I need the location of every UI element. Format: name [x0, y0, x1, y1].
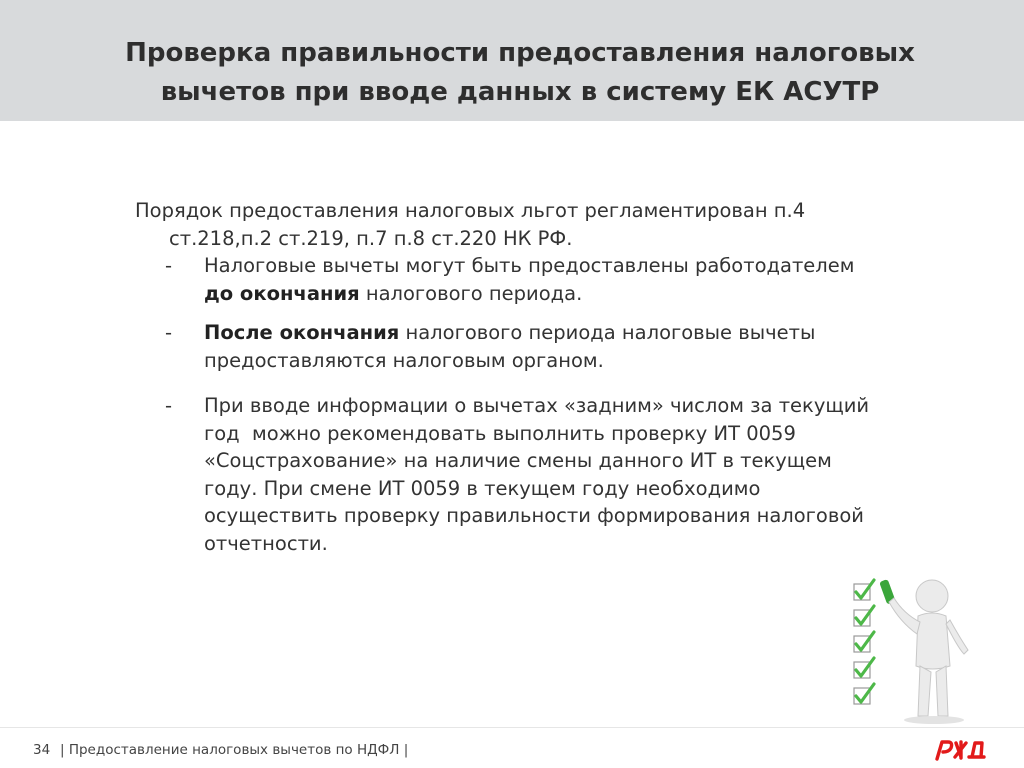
- checkbox-3: [854, 632, 874, 652]
- rzd-logo-icon: [932, 738, 990, 762]
- checkbox-1: [854, 580, 874, 600]
- bullet-2-line-2: предоставляются налоговым органом.: [204, 348, 604, 372]
- slide-title: [30, 34, 1010, 112]
- bullet-dash: -: [165, 254, 173, 277]
- checkbox-2: [854, 606, 874, 626]
- bullet-2-rest: налогового периода налоговые вычеты: [399, 321, 816, 344]
- bullet-3-line-2: год можно рекомендовать выполнить проверку ИТ 0059: [204, 421, 796, 445]
- footer-caption: | Предоставление налоговых вычетов по НДФЛ |: [60, 742, 409, 758]
- white-figure: [889, 580, 968, 716]
- figure-shadow: [904, 716, 964, 724]
- title-line-2: вычетов при вводе данных в систему ЕК АСУТР: [160, 77, 880, 107]
- bullet-item-3: [135, 392, 975, 557]
- bullet-1-line-1: Налоговые вычеты могут быть предоставлены работодателем: [204, 254, 855, 277]
- bullet-3-line-3: «Соцстрахование» на наличие смены данного ИТ в текущем: [204, 449, 832, 472]
- checklist: [854, 580, 874, 704]
- bullet-item-2: [135, 319, 975, 374]
- intro-line-2: ст.218,п.2 ст.219, п.7 п.8 ст.220 НК РФ.: [169, 226, 573, 250]
- person-with-checklist-illustration: [840, 568, 990, 728]
- footer: [0, 727, 1024, 768]
- bullet-item-1: [135, 252, 975, 307]
- intro-line-1: Порядок предоставления налоговых льгот регламентирован п.4: [135, 199, 806, 222]
- bullet-3-line-4: году. При смене ИТ 0059 в текущем году необходимо: [204, 476, 761, 500]
- page-number: 34: [33, 742, 51, 758]
- bullet-1-bold: до окончания: [204, 281, 360, 305]
- bullet-2-line-1: [204, 319, 975, 347]
- bullet-3-line-6: отчетности.: [204, 531, 328, 555]
- slide-body: [135, 197, 975, 557]
- bullet-3-line-5: осуществить проверку правильности формирования налоговой: [204, 504, 864, 527]
- checkbox-4: [854, 658, 874, 678]
- bullet-2-bold: После окончания: [204, 321, 400, 344]
- bullet-dash: -: [165, 394, 173, 417]
- bullet-1-rest: налогового периода.: [359, 281, 583, 305]
- title-line-1: Проверка правильности предоставления налоговых: [125, 38, 915, 68]
- bullet-dash: -: [165, 321, 173, 344]
- intro-paragraph: [135, 197, 975, 252]
- bullet-1-line-2: [204, 280, 975, 308]
- bullet-3-line-1: При вводе информации о вычетах «задним» числом за текущий: [204, 394, 870, 417]
- checkbox-5: [854, 684, 874, 704]
